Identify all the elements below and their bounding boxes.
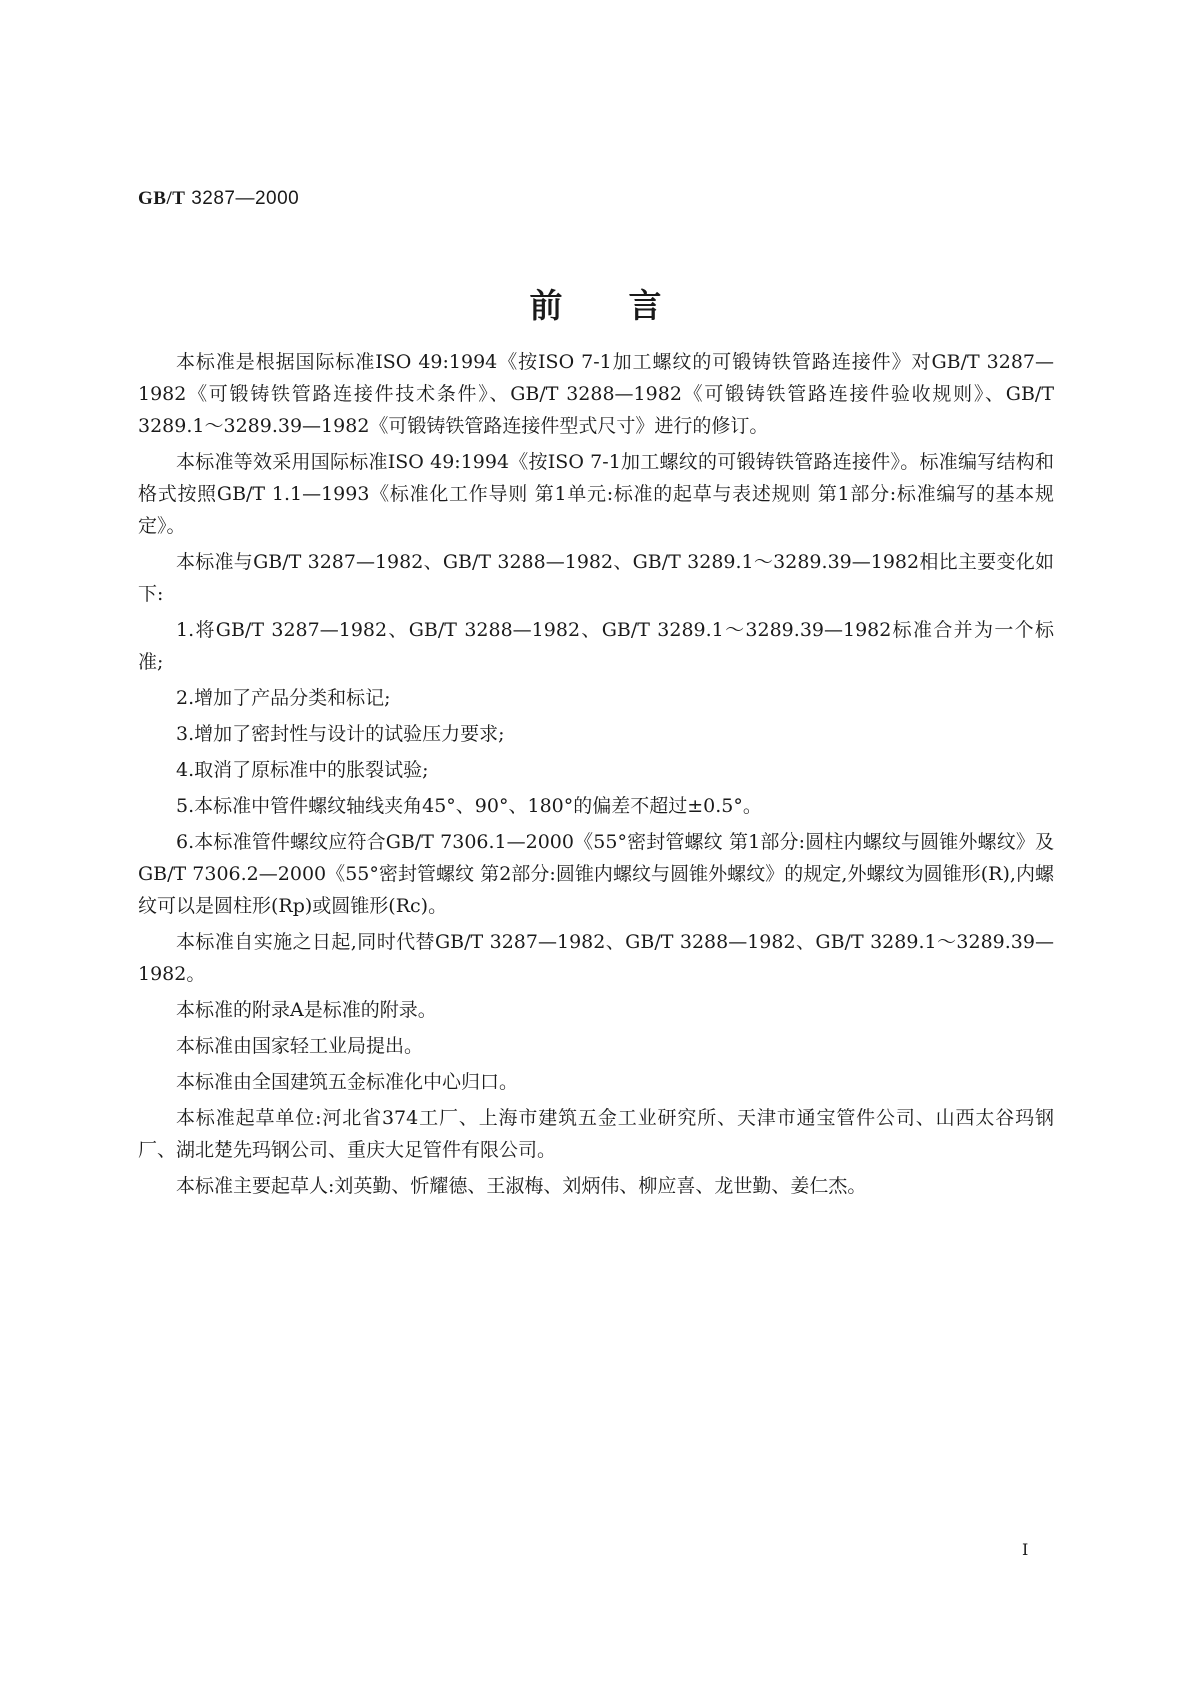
paragraph-replacement: 本标准自实施之日起,同时代替GB/T 3287—1982、GB/T 3288—1982、GB/T 3289.1～3289.39—1982。 [138, 931, 1054, 985]
foreword-body [138, 346, 1054, 1206]
list-item-change-3: 3.增加了密封性与设计的试验压力要求; [176, 723, 505, 745]
document-code-number: 3287—2000 [191, 188, 300, 209]
page-title: 前言 [529, 286, 728, 325]
document-code [138, 188, 299, 210]
list-item-change-5: 5.本标准中管件螺纹轴线夹角45°、90°、180°的偏差不超过±0.5°。 [176, 795, 762, 817]
paragraph-equivalence: 本标准等效采用国际标准ISO 49:1994《按ISO 7-1加工螺纹的可锻铸铁管路连接件》。标准编写结构和格式按照GB/T 1.1—1993《标准化工作导则 第1单元:标准的起草与表述规则 第1部分:标准编写的基本规定》。 [138, 451, 1054, 537]
paragraph-proposer: 本标准由国家轻工业局提出。 [176, 1035, 424, 1057]
document-code-prefix: GB/T [138, 188, 186, 209]
paragraph-intro: 本标准是根据国际标准ISO 49:1994《按ISO 7-1加工螺纹的可锻铸铁管路连接件》对GB/T 3287—1982《可锻铸铁管路连接件技术条件》、GB/T 3288—1982《可锻铸铁管路连接件验收规则》、GB/T 3289.1～3289.39—1982《可锻铸铁管路连接件型式尺寸》进行的修订。 [138, 351, 1054, 437]
list-item-change-6: 6.本标准管件螺纹应符合GB/T 7306.1—2000《55°密封管螺纹 第1部分:圆柱内螺纹与圆锥外螺纹》及GB/T 7306.2—2000《55°密封管螺纹 第2部分:圆锥内螺纹与圆锥外螺纹》的规定,外螺纹为圆锥形(R),内螺纹可以是圆柱形(Rp)或圆锥形(Rc)。 [138, 831, 1054, 917]
paragraph-drafters: 本标准主要起草人:刘英勤、忻耀德、王淑梅、刘炳伟、柳应喜、龙世勤、姜仁杰。 [176, 1175, 867, 1197]
paragraph-appendix: 本标准的附录A是标准的附录。 [176, 999, 437, 1021]
list-item-change-2: 2.增加了产品分类和标记; [176, 687, 391, 709]
page-number: I [1022, 1540, 1029, 1559]
list-item-change-4: 4.取消了原标准中的胀裂试验; [176, 759, 429, 781]
paragraph-drafting-units: 本标准起草单位:河北省374工厂、上海市建筑五金工业研究所、天津市通宝管件公司、山西太谷玛钢厂、湖北楚先玛钢公司、重庆大足管件有限公司。 [138, 1107, 1054, 1161]
paragraph-changes-intro: 本标准与GB/T 3287—1982、GB/T 3288—1982、GB/T 3289.1～3289.39—1982相比主要变化如下: [138, 551, 1054, 605]
list-item-change-1: 1.将GB/T 3287—1982、GB/T 3288—1982、GB/T 3289.1～3289.39—1982标准合并为一个标准; [138, 619, 1054, 673]
paragraph-centralized: 本标准由全国建筑五金标准化中心归口。 [176, 1071, 519, 1093]
